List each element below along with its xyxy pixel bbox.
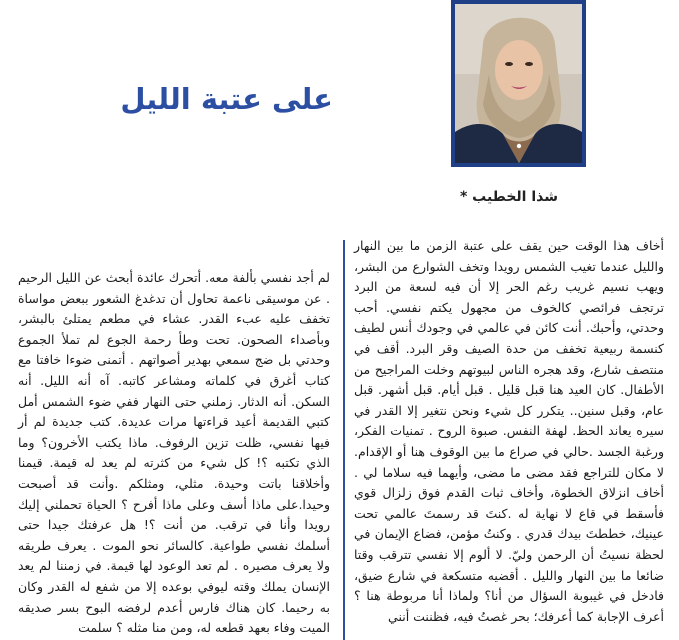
author-photo-frame: [451, 0, 586, 167]
author-portrait-image: [455, 4, 582, 163]
column-right-text: أخاف هذا الوقت حين يقف على عتبة الزمن ما بين النهار والليل عندما تغيب الشمس رويدا وتخف الشوارع من البشر، ويهب نسيم غريب رغم الحر إلا أن فيه لسعة من البرد ترتجف فرائصي كالخوف من مجهول يكتم نفسي. أحب وحدتي، وأحبك. أنت كائن في عالمي في وجودك أنس لطيف كنسمة ربيعية تخفف من حدة الصيف وقر البرد. أقف في منتصف شارع، وقد هجره الناس لبيوتهم وخلت المراجيح من الأطفال. كان العيد هنا قبل قليل . قبل أيام. قبل أشهر. قبل عام، وقبل سنين.. يتكرر كل شيء ونحن نتغير إلا القدر في سيره يعاند الحظ. لهفة النفس. صبوة الروح . تمنيات الفكر، ورغبة الجسد .حالي في صراع ما بين الوقوف هنا أو الإقدام. لا مكان للتراجع فقد مضى ما مضى، وأيهما فيه سلاما لي . أخاف انزلاق الخطوة، وأخاف ثبات القدم فوق زلزال قوي فأسقط في قاع لا نهاية له .كنتَ قد رسمتَ عالمي تحت عينيك، خططتَ بيدك قدري . وكنتُ مؤمن، فضاع الإيمان في لحظة نسيتُ أن الرحمن وليّ. لا ألوم إلا نفسي تترقب وقتا ضائعا ما بين النهار والليل . أقضيه متسكعة في شارع ضيق، فادخل في غيبوبة السؤال من أنا؟ ولماذا أنا مربوطة هنا ؟ أعرف الإجابة كما أعرفك؛ بحر غصتُ فيه، فظننت أنني: [354, 238, 664, 624]
author-name: شذا الخطيب: [472, 189, 558, 205]
author-footnote-mark: *: [459, 189, 468, 205]
article-title: على عتبة الليل: [120, 82, 333, 116]
article-column-right: [354, 236, 664, 627]
column-left-text: لم أجد نفسي بألفة معه. أتحرك عائدة أبحث عن الليل الرحيم . عن موسيقى ناعمة تحاول أن تدغدغ الشعور ببعض مواساة تخفف عليه عبء القدر. عشاء في مطعم يمتلئ بالبشر، وبأصداء الصحون. تحت وطأ رحمة الجوع لم تملأ الجموع وحدتي بل ضج سمعي بهدير أصواتهم . أتمنى ضوءا خافتا مع كتاب أغرق في كلماته ومشاعر كاتبه. آه أنه الليل. أنه السكن. أنه الدثار. زملني حتى النهار ففي ضوء الشمس أمل كتبي القديمة أعيد قراءتها مرات عديدة. كتب جديدة لم أر فيها نفسي، ظلت تزين الرفوف. ماذا يكتب الأخرون؟ وما الذي تكتبه ؟! كل شيء من كثرته لم يعد له قيمة. قيمنا وأخلاقنا باتت وحيدة. مثلي، ومثلكم .وأنت قد أصبحت وحيدا.على ماذا أسف وعلى ماذا أفرح ؟ الحياة تحملني إليك رويدا وأنا في ترقب. من أنت ؟! هل عرفتك جيدا حتى أسلمك نفسي طواعية. كالسائر نحو الموت . يعرف طريقه ولا يعرف مصيره . لم تعد الوعود لها قيمة. في زمننا لم يعد الإنسان يملك وقته ليوفي بوعده إلا من شفع له القدر وكان به رحيما. كان هناك فارس أعدم لرفضه البوح بسر صديقه الميت وفاء بعهد قطعه له، ومن منا مثله ؟ سلمت: [18, 270, 330, 636]
author-byline: [454, 189, 558, 205]
author-photo: [455, 4, 582, 163]
article-column-left: [18, 268, 330, 639]
column-divider: [343, 240, 345, 640]
